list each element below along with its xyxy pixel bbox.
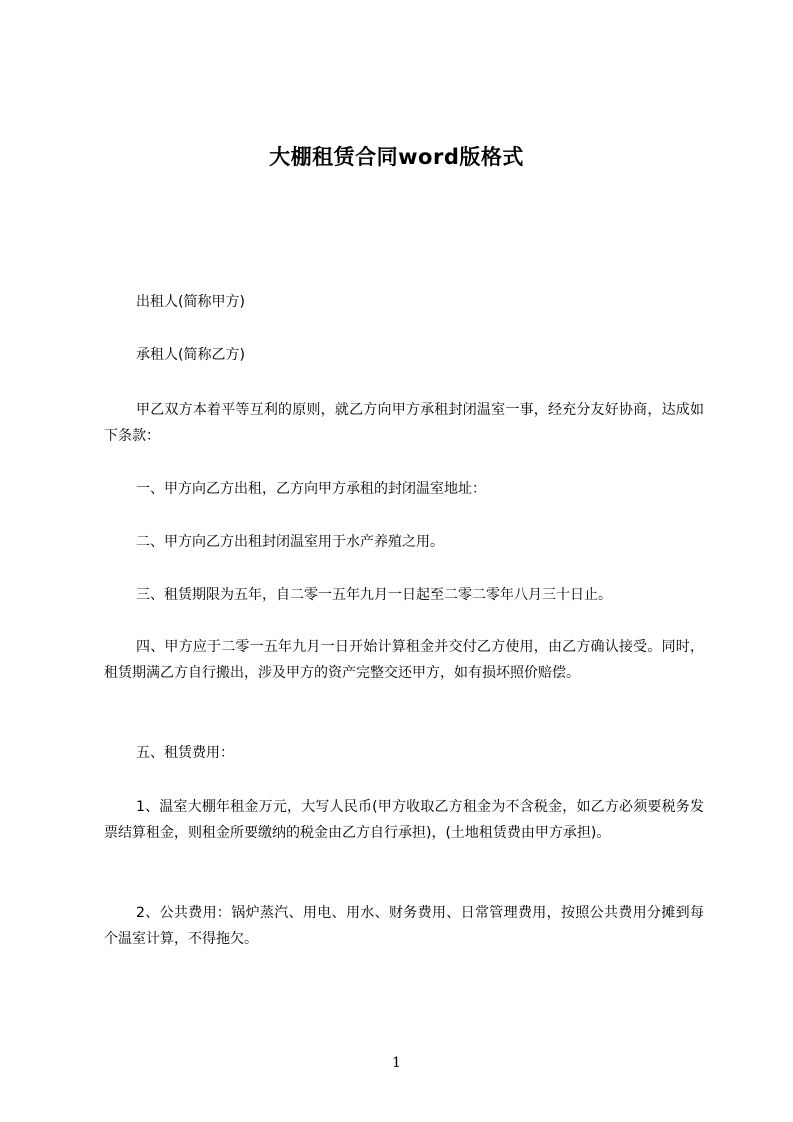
document-title: 大棚租赁合同word版格式 [269, 145, 524, 169]
paragraph-clause-4: 四、甲方应于二零一五年九月一日开始计算租金并交付乙方使用，由乙方确认接受。同时，租赁期满乙方自行搬出，涉及甲方的资产完整交还甲方，如有损坏照价赔偿。 [104, 639, 704, 681]
paragraph-public-fees: 2、公共费用：锅炉蒸汽、用电、用水、财务费用、日常管理费用，按照公共费用分摊到每个温室计算，不得拖欠。 [104, 905, 704, 947]
paragraph-clause-5: 五、租赁费用： [136, 745, 234, 761]
paragraph-clause-1: 一、甲方向乙方出租，乙方向甲方承租的封闭温室地址： [136, 481, 486, 497]
paragraph-rent: 1、温室大棚年租金万元，大写人民币(甲方收取乙方租金为不含税金，如乙方必须要税务发票结算租金，则租金所要缴纳的税金由乙方自行承担)，(土地租赁费由甲方承担)。 [104, 799, 704, 841]
paragraph-preamble: 甲乙双方本着平等互利的原则，就乙方向甲方承租封闭温室一事，经充分友好协商，达成如下条款： [104, 402, 704, 444]
page-number: 1 [392, 1055, 401, 1071]
paragraph-clause-2: 二、甲方向乙方出租封闭温室用于水产养殖之用。 [136, 534, 444, 550]
paragraph-lessee: 承租人(简称乙方) [136, 347, 245, 363]
paragraph-lessor: 出租人(简称甲方) [136, 294, 245, 310]
paragraph-clause-3: 三、租赁期限为五年，自二零一五年九月一日起至二零二零年八月三十日止。 [136, 587, 612, 603]
